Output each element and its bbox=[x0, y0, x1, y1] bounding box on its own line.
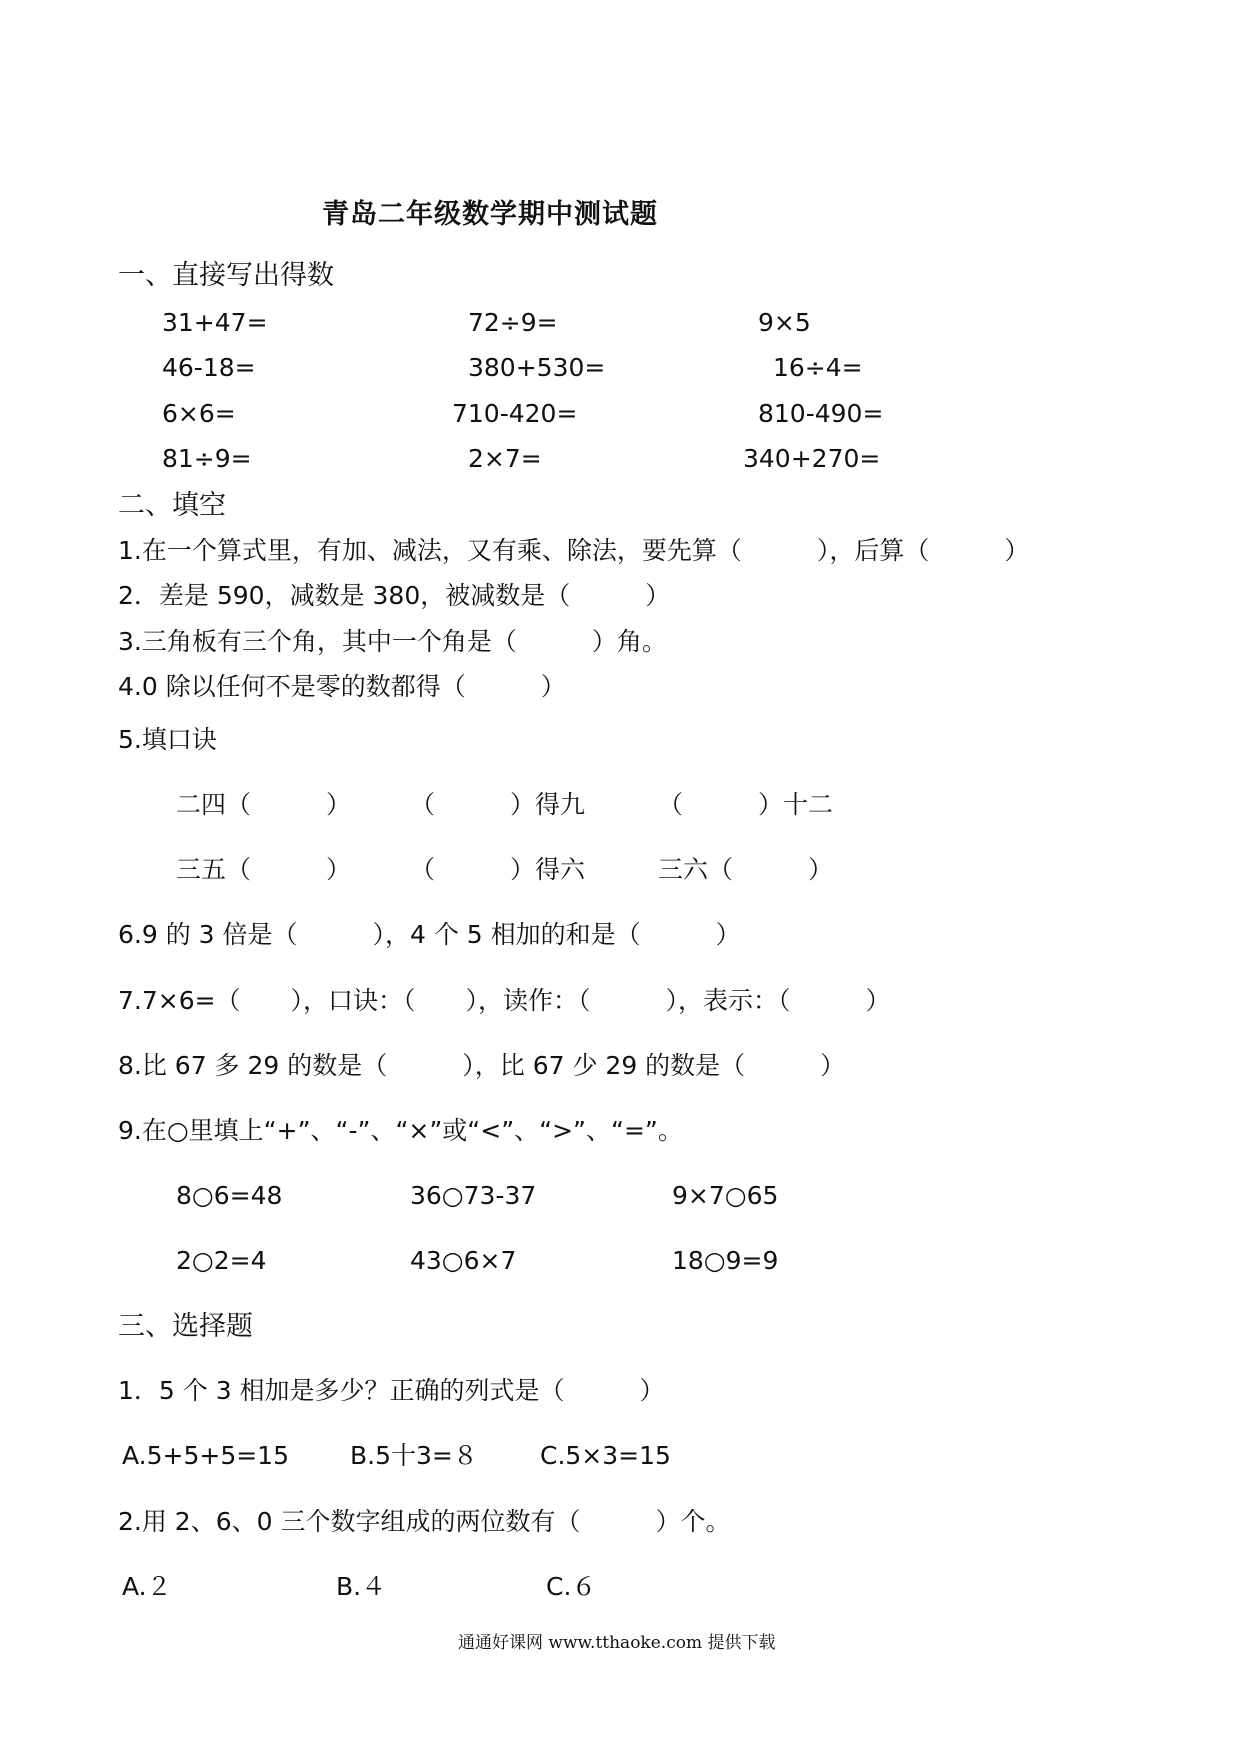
section-1-heading: 一、直接写出得数 bbox=[118, 260, 334, 291]
section-3-heading: 三、选择题 bbox=[118, 1311, 253, 1342]
calc-item: 6×6= bbox=[162, 399, 236, 428]
compare-item: 8○6=48 bbox=[176, 1181, 283, 1210]
question-2-9: 9.在○里填上“+”、“-”、“×”或“<”、“>”、“=”。 bbox=[118, 1116, 683, 1145]
koujue-item: （ ）得九 bbox=[410, 790, 586, 819]
compare-item: 36○73-37 bbox=[410, 1181, 537, 1210]
calc-item: 46-18= bbox=[162, 353, 256, 382]
option-item: C.5×3=15 bbox=[540, 1441, 671, 1470]
question-2-8: 8.比 67 多 29 的数是（ ），比 67 少 29 的数是（ ） bbox=[118, 1051, 846, 1080]
question-2-7: 7.7×6=（ ），口诀：（ ），读作：（ ），表示：（ ） bbox=[118, 986, 891, 1015]
question-2-3: 3.三角板有三个角，其中一个角是（ ）角。 bbox=[118, 627, 667, 656]
calc-item: 72÷9= bbox=[468, 308, 558, 337]
question-2-4: 4.0 除以任何不是零的数都得（ ） bbox=[118, 672, 566, 701]
question-2-2: 2．差是 590，减数是 380，被减数是（ ） bbox=[118, 581, 671, 610]
compare-item: 43○6×7 bbox=[410, 1246, 517, 1275]
koujue-item: 三六（ ） bbox=[658, 855, 834, 884]
section-2-heading: 二、填空 bbox=[118, 490, 226, 521]
calc-item: 2×7= bbox=[468, 444, 542, 473]
koujue-item: 二四（ ） bbox=[176, 790, 352, 819]
question-3-2: 2.用 2、6、0 三个数字组成的两位数有（ ）个。 bbox=[118, 1507, 731, 1536]
koujue-item: （ ）得六 bbox=[410, 855, 586, 884]
question-3-1: 1．5 个 3 相加是多少？正确的列式是（ ） bbox=[118, 1376, 665, 1405]
calc-item: 9×5 bbox=[758, 308, 811, 337]
compare-item: 9×7○65 bbox=[672, 1181, 779, 1210]
calc-item: 31+47= bbox=[162, 308, 268, 337]
calc-item: 380+530= bbox=[468, 353, 606, 382]
question-2-5: 5.填口诀 bbox=[118, 725, 217, 754]
option-item: B.5十3=８ bbox=[350, 1441, 478, 1470]
question-2-6: 6.9 的 3 倍是（ ），4 个 5 相加的和是（ ） bbox=[118, 920, 741, 949]
compare-item: 2○2=4 bbox=[176, 1246, 267, 1275]
option-item: B.４ bbox=[336, 1572, 387, 1601]
option-item: A.２ bbox=[122, 1572, 172, 1601]
calc-item: 710-420= bbox=[452, 399, 578, 428]
koujue-item: （ ）十二 bbox=[658, 790, 834, 819]
koujue-item: 三五（ ） bbox=[176, 855, 352, 884]
calc-item: 810-490= bbox=[758, 399, 884, 428]
calc-item: 81÷9= bbox=[162, 444, 252, 473]
question-2-1: 1.在一个算式里，有加、减法，又有乘、除法，要先算（ ），后算（ ） bbox=[118, 536, 1030, 565]
calc-item: 16÷4= bbox=[773, 353, 863, 382]
compare-item: 18○9=9 bbox=[672, 1246, 779, 1275]
footer-credit: 通通好课网 www.tthaoke.com 提供下载 bbox=[458, 1633, 776, 1653]
calc-item: 340+270= bbox=[743, 444, 881, 473]
page-title: 青岛二年级数学期中测试题 bbox=[322, 199, 658, 230]
option-item: A.5+5+5=15 bbox=[122, 1441, 289, 1470]
option-item: C.６ bbox=[546, 1572, 597, 1601]
